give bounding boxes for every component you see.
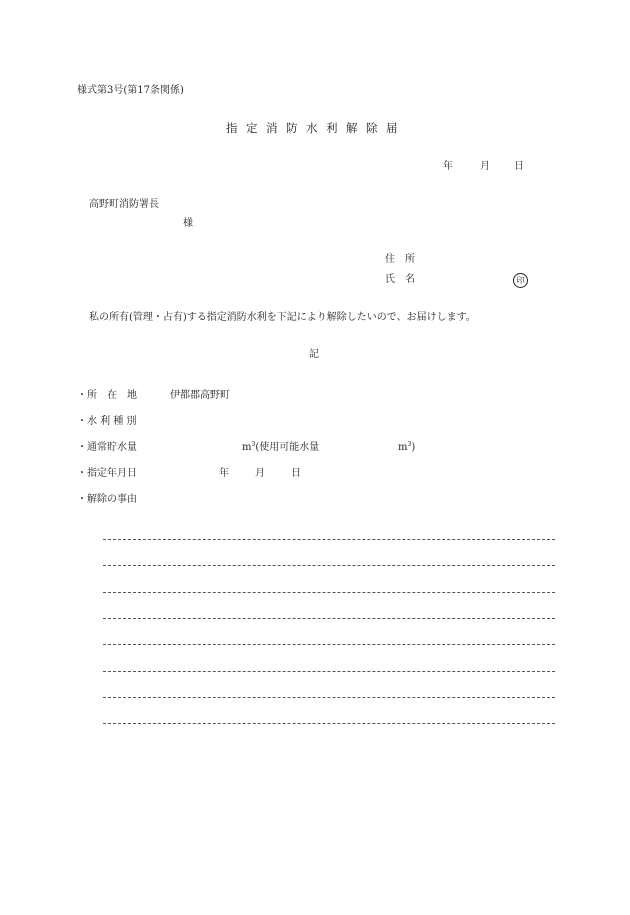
designation-day: 日 xyxy=(291,468,301,479)
designation-date-label: ・指定年月日 xyxy=(77,468,137,479)
form-number: 様式第3号(第17条関係) xyxy=(77,85,184,96)
address-label: 住 所 xyxy=(385,254,415,265)
reason-dotted-line xyxy=(103,723,555,724)
reason-dotted-line xyxy=(103,697,555,698)
usable-volume-unit: $m^3$) xyxy=(398,441,416,453)
reason-dotted-line xyxy=(103,592,555,593)
reason-dotted-line xyxy=(103,565,555,566)
volume-label: ・通常貯水量 xyxy=(77,442,137,453)
reason-label: ・解除の事由 xyxy=(77,494,137,505)
seal-text: 印 xyxy=(516,275,525,285)
volume-unit: $m^3$(使用可能水量 xyxy=(242,441,320,453)
reason-dotted-line xyxy=(103,644,555,645)
reason-dotted-line xyxy=(103,618,555,619)
designation-year: 年 xyxy=(219,468,229,479)
document-title: 指定消防水利解除届 xyxy=(226,121,406,135)
addressee-office: 高野町消防署長 xyxy=(89,199,159,210)
statement: 私の所有(管理・占有)する指定消防水利を下記により解除したいので、お届けします。 xyxy=(89,312,476,323)
location-value: 伊都郡高野町 xyxy=(170,390,230,401)
date-month: 月 xyxy=(480,161,490,172)
ki-heading: 記 xyxy=(309,349,319,360)
addressee-honorific: 様 xyxy=(183,218,193,229)
designation-month: 月 xyxy=(255,468,265,479)
name-label: 氏 名 xyxy=(385,274,415,285)
date-day: 日 xyxy=(514,161,524,172)
location-label: ・所 在 地 xyxy=(77,390,137,401)
water-type-label: ・水 利 種 別 xyxy=(77,416,137,427)
reason-dotted-line xyxy=(103,671,555,672)
reason-dotted-line xyxy=(103,539,555,540)
seal-mark xyxy=(513,273,528,288)
date-year: 年 xyxy=(443,161,453,172)
